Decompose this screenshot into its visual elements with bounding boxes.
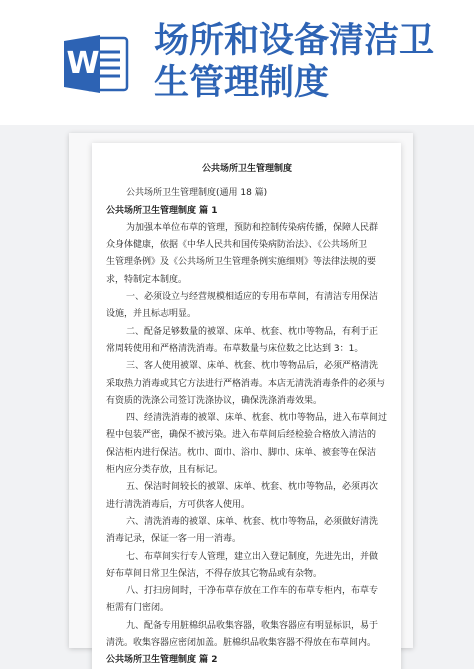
paragraph-line: 八、打扫房间时，干净布草存放在工作车的布草专柜内，布草专 bbox=[126, 586, 379, 597]
banner bbox=[0, 0, 474, 125]
paragraph-line: 三、客人使用被罩、床单、枕套、枕巾等物品后，必须严格清洗 bbox=[126, 361, 379, 372]
paragraph-line: 柜内应分类存放，且有标记。 bbox=[106, 465, 224, 476]
section-heading-1: 公共场所卫生管理制度 篇 1 bbox=[106, 205, 218, 216]
paragraph-line: 清洗。收集容器应密闭加盖。脏棉织品收集容器不得放在布草间内。 bbox=[106, 638, 377, 649]
document-page bbox=[92, 143, 401, 669]
paragraph-line: 五、保洁时间较长的被罩、床单、枕套、枕巾等物品，必须再次 bbox=[126, 482, 379, 493]
paragraph-line: 进行清洗消毒后，方可供客人使用。 bbox=[106, 499, 251, 510]
paragraph-line: 二、配备足够数量的被罩、床单、枕套、枕巾等物品，有利于正 bbox=[126, 326, 379, 337]
document-preview-area bbox=[0, 125, 474, 669]
paragraph-line: 好布草间日常卫生保洁，不得存放其它物品或有杂物。 bbox=[106, 568, 323, 579]
paragraph-line: 常周转使用和严格清洗消毒。布草数量与床位数之比达到 3：1。 bbox=[106, 343, 364, 354]
paragraph-line: 众身体健康，依据《中华人民共和国传染病防治法》、《公共场所卫 bbox=[106, 240, 368, 251]
paragraph-line: 四、经清洗消毒的被罩、床单、枕套、枕巾等物品，进入布草间过 bbox=[126, 413, 388, 424]
paragraph-line: 保洁柜内进行保洁。枕巾、面巾、浴巾、脚巾、床单、被套等在保洁 bbox=[106, 447, 377, 458]
paragraph-line: 六、清洗消毒的被罩、床单、枕套、枕巾等物品，必须做好清洗 bbox=[126, 516, 379, 527]
banner-title-line-1: 场所和设备清洁卫 bbox=[154, 21, 435, 61]
paragraph-line: 一、必须设立与经营规模相适应的专用布草间，有清洁专用保洁 bbox=[126, 292, 379, 303]
document-title: 公共场所卫生管理制度 bbox=[201, 164, 292, 174]
document-banner-title bbox=[154, 20, 464, 104]
paragraph-line: 九、配备专用脏棉织品收集容器，收集容器应有明显标识，易于 bbox=[126, 620, 379, 631]
document-intro: 公共场所卫生管理制度(通用 18 篇) bbox=[126, 188, 268, 199]
paragraph-line: 消毒记录，保证一客一用一消毒。 bbox=[106, 534, 242, 545]
paragraph-line: 七、布草间实行专人管理，建立出入登记制度，先进先出，并做 bbox=[126, 551, 379, 562]
paragraph-line: 程中包装严密，确保不被污染。进入布草间后经检验合格放入清洁的 bbox=[106, 430, 377, 441]
section-heading-2: 公共场所卫生管理制度 篇 2 bbox=[106, 655, 218, 666]
paragraph-line: 求，特制定本制度。 bbox=[106, 274, 188, 285]
paragraph-line: 为加强本单位布草的管理，预防和控制传染病传播，保障人民群 bbox=[126, 222, 379, 233]
paragraph-line: 采取热力消毒或其它方法进行严格消毒。本店无清洗消毒条件的必须与 bbox=[106, 378, 386, 389]
word-logo-letter: W bbox=[66, 46, 100, 81]
paragraph-line: 设施，并且标志明显。 bbox=[106, 309, 197, 320]
document-body bbox=[106, 161, 388, 669]
paragraph-line: 生管理条例》及《公共场所卫生管理条例实施细则》等法律法规的要 bbox=[106, 257, 377, 268]
banner-title-line-2: 生管理制度 bbox=[154, 63, 330, 103]
paragraph-line: 柜需有门密闭。 bbox=[106, 603, 170, 614]
paragraph-line: 有资质的洗涤公司签订洗涤协议，确保洗涤消毒效果。 bbox=[106, 395, 323, 406]
